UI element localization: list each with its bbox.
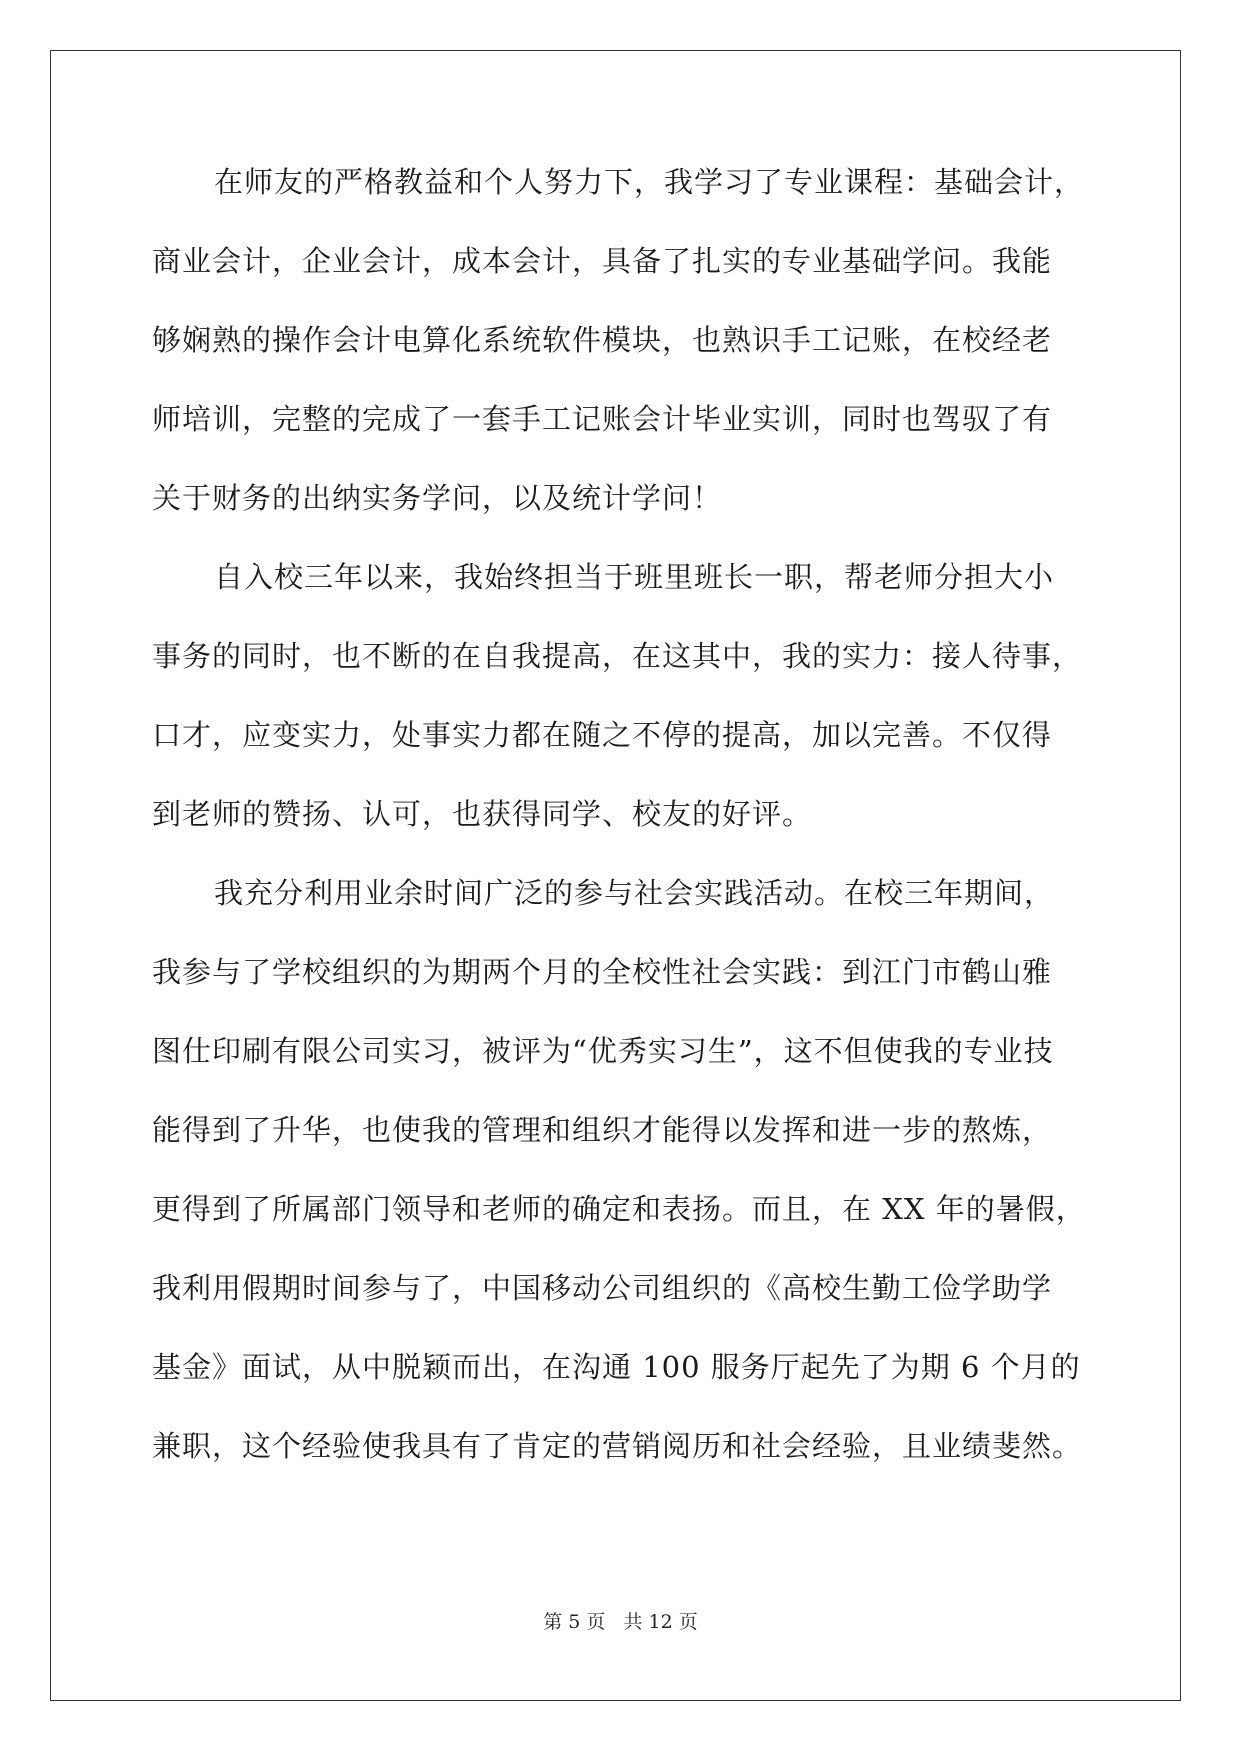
paragraph-3-line-3: 图仕印刷有限公司实习，被评为“优秀实习生”，这不但使我的专业技 (152, 1034, 1054, 1068)
paragraph-3-line-7: 基金》面试，从中脱颖而出，在沟通 100 服务厅起先了为期 6 个月的 (152, 1350, 1081, 1384)
paragraph-1-line-4: 师培训，完整的完成了一套手工记账会计毕业实训，同时也驾驭了有 (152, 402, 1053, 436)
paragraph-3-line-6: 我利用假期时间参与了，中国移动公司组织的《高校生勤工俭学助学 (152, 1271, 1053, 1305)
paragraph-2-line-4: 到老师的赞扬、认可，也获得同学、校友的好评。 (152, 797, 813, 831)
paragraph-3-line-4: 能得到了升华，也使我的管理和组织才能得以发挥和进一步的熬炼， (152, 1113, 1053, 1147)
paragraph-1-line-1: 在师友的严格教益和个人努力下，我学习了专业课程：基础会计， (214, 165, 1085, 199)
paragraph-3-line-5: 更得到了所属部门领导和老师的确定和表扬。而且，在 XX 年的暑假， (152, 1192, 1086, 1226)
paragraph-1-line-3: 够娴熟的操作会计电算化系统软件模块，也熟识手工记账，在校经老 (152, 323, 1053, 357)
document-body (152, 162, 1087, 1505)
total-pages: 共 12 页 (623, 1611, 698, 1633)
paragraph-1-line-2: 商业会计，企业会计，成本会计，具备了扎实的专业基础学问。我能 (152, 244, 1053, 278)
paragraph-2-line-3: 口才，应变实力，处事实力都在随之不停的提高，加以完善。不仅得 (152, 718, 1053, 752)
paragraph-3-line-1: 我充分利用业余时间广泛的参与社会实践活动。在校三年期间， (214, 876, 1055, 910)
paragraph-2-line-2: 事务的同时，也不断的在自我提高，在这其中，我的实力：接人待事， (152, 639, 1083, 673)
page-footer (0, 1607, 1241, 1634)
paragraph-3-line-8: 兼职，这个经验使我具有了肯定的营销阅历和社会经验，且业绩斐然。 (152, 1429, 1083, 1463)
page-number: 第 5 页 (543, 1611, 606, 1633)
paragraph-3-line-2: 我参与了学校组织的为期两个月的全校性社会实践：到江门市鹤山雅 (152, 955, 1053, 989)
paragraph-1-line-5: 关于财务的出纳实务学问，以及统计学问！ (152, 481, 723, 515)
paragraph-2-line-1: 自入校三年以来，我始终担当于班里班长一职，帮老师分担大小 (214, 560, 1055, 594)
